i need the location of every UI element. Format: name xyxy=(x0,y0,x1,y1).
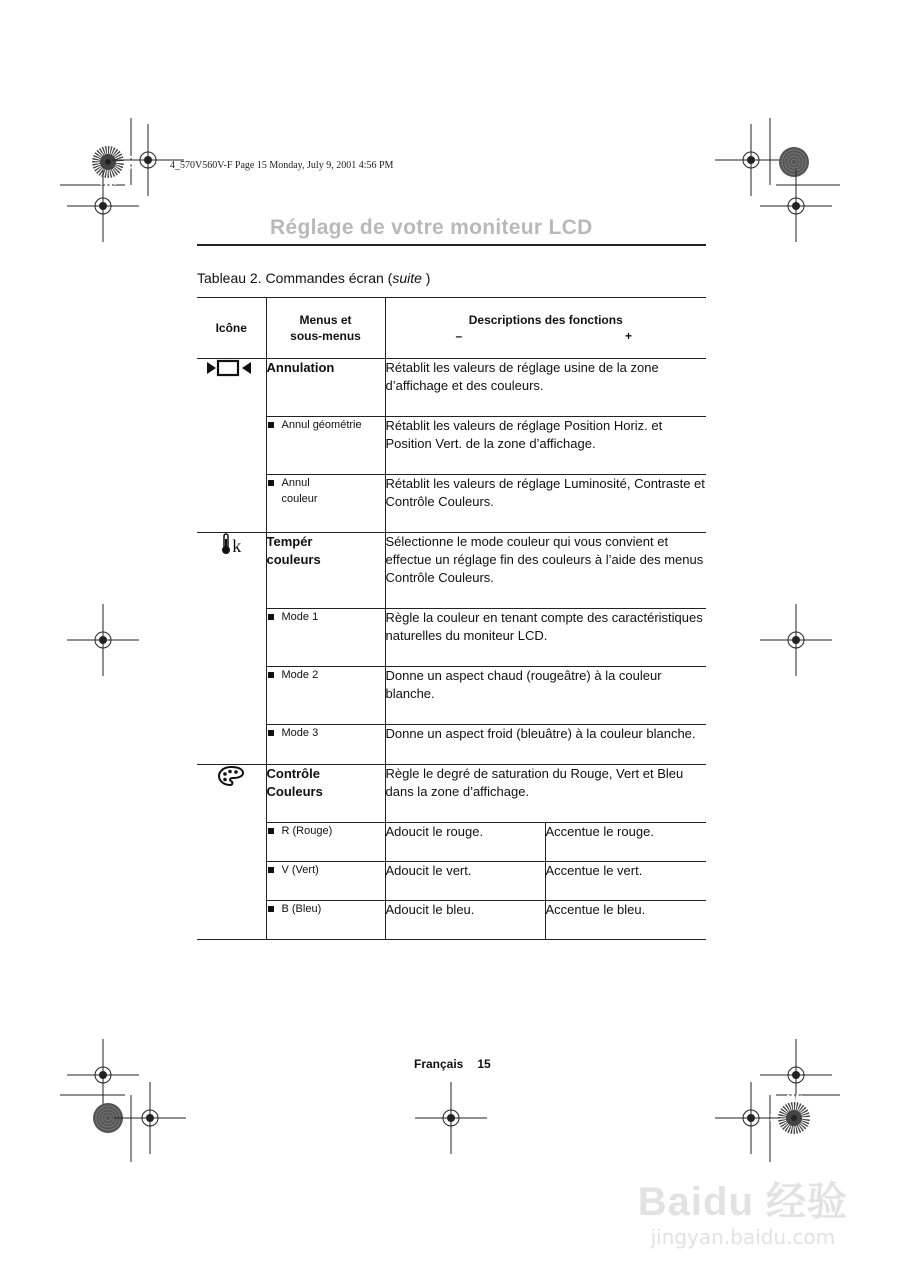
thermometer-icon xyxy=(221,533,241,555)
header-minus-plus xyxy=(386,328,707,344)
header-descriptions xyxy=(385,298,706,359)
bullet-icon xyxy=(268,480,274,486)
table-row xyxy=(197,417,706,475)
desc-rouge-plus: Accentue le rouge. xyxy=(545,823,706,862)
palette-icon xyxy=(217,765,245,787)
section-title: Réglage de votre moniteur LCD xyxy=(270,216,593,239)
menu-annulation: Annulation xyxy=(266,359,385,417)
header-desc-title: Descriptions des fonctions xyxy=(468,313,623,327)
table-row xyxy=(197,823,706,862)
bullet-icon xyxy=(268,422,274,428)
table-row xyxy=(197,765,706,823)
bullet-icon xyxy=(268,867,274,873)
submenu-label: Mode 1 xyxy=(281,611,319,623)
desc-rouge-minus: Adoucit le rouge. xyxy=(385,823,545,862)
desc-controle-couleurs: Règle le degré de saturation du Rouge, Vert et Bleu dans la zone d’affichage. xyxy=(385,765,706,823)
header-minus: – xyxy=(455,329,463,343)
menu-label-line2: couleurs xyxy=(266,552,321,567)
submenu-label-line2: couleur xyxy=(281,493,318,505)
caption-suffix: ) xyxy=(421,270,431,286)
desc-annulation: Rétablit les valeurs de réglage usine de la zone d’affichage et des couleurs. xyxy=(385,359,706,417)
table-row xyxy=(197,475,706,533)
submenu-label: Mode 3 xyxy=(281,727,319,739)
bullet-icon xyxy=(268,614,274,620)
table-caption xyxy=(197,270,430,286)
desc-vert-minus: Adoucit le vert. xyxy=(385,862,545,901)
menu-label-line1: Contrôle xyxy=(266,766,320,781)
submenu-vert xyxy=(266,862,385,901)
watermark-url: jingyan.baidu.com xyxy=(650,1225,836,1249)
submenu-label: R (Rouge) xyxy=(281,825,333,837)
table-row xyxy=(197,862,706,901)
desc-annul-geometrie: Rétablit les valeurs de réglage Position Horiz. et Position Vert. de la zone d’affichage. xyxy=(385,417,706,475)
bullet-icon xyxy=(268,672,274,678)
table-header-row xyxy=(197,298,706,359)
footer-language: Français xyxy=(414,1057,464,1071)
header-menus xyxy=(266,298,385,359)
desc-mode-1: Règle la couleur en tenant compte des caractéristiques naturelles du moniteur LCD. xyxy=(385,609,706,667)
desc-annul-couleur: Rétablit les valeurs de réglage Luminosité, Contraste et Contrôle Couleurs. xyxy=(385,475,706,533)
caption-italic: suite xyxy=(392,270,422,286)
bullet-icon xyxy=(268,730,274,736)
desc-bleu-plus: Accentue le bleu. xyxy=(545,901,706,940)
page-footer xyxy=(414,1057,491,1071)
menu-label-line2: Couleurs xyxy=(266,784,323,799)
footer-page-number: 15 xyxy=(477,1057,491,1071)
header-menus-line2: sous-menus xyxy=(290,329,361,343)
submenu-mode-3 xyxy=(266,725,385,765)
submenu-mode-2 xyxy=(266,667,385,725)
table-row xyxy=(197,359,706,417)
submenu-mode-1 xyxy=(266,609,385,667)
desc-vert-plus: Accentue le vert. xyxy=(545,862,706,901)
bullet-icon xyxy=(268,906,274,912)
submenu-annul-geometrie xyxy=(266,417,385,475)
submenu-label: Mode 2 xyxy=(281,669,319,681)
title-rule xyxy=(197,244,706,246)
desc-mode-2: Donne un aspect chaud (rougeâtre) à la couleur blanche. xyxy=(385,667,706,725)
submenu-rouge xyxy=(266,823,385,862)
header-icon: Icône xyxy=(197,298,266,359)
header-plus: + xyxy=(625,329,633,343)
table-row xyxy=(197,667,706,725)
submenu-bleu xyxy=(266,901,385,940)
desc-mode-3: Donne un aspect froid (bleuâtre) à la couleur blanche. xyxy=(385,725,706,765)
desc-bleu-minus: Adoucit le bleu. xyxy=(385,901,545,940)
submenu-label: B (Bleu) xyxy=(281,903,322,915)
table-row xyxy=(197,533,706,609)
header-menus-line1: Menus et xyxy=(299,313,352,327)
submenu-label: V (Vert) xyxy=(281,864,319,876)
icon-cell xyxy=(197,359,266,533)
table-row xyxy=(197,609,706,667)
reset-icon xyxy=(206,359,256,377)
menu-controle-couleurs xyxy=(266,765,385,823)
desc-temper-couleurs: Sélectionne le mode couleur qui vous convient et effectue un réglage fin des couleurs à l’aide des menus Contrôle Couleurs. xyxy=(385,533,706,609)
caption-prefix: Tableau 2. Commandes écran ( xyxy=(197,270,393,286)
watermark-logo: Baidu 经验 xyxy=(637,1180,848,1224)
submenu-label-line1: Annul xyxy=(281,477,310,489)
icon-cell xyxy=(197,533,266,765)
submenu-annul-couleur xyxy=(266,475,385,533)
watermark xyxy=(638,1170,848,1249)
table-row xyxy=(197,725,706,765)
commands-table xyxy=(197,297,706,940)
submenu-label: Annul géométrie xyxy=(281,419,362,431)
menu-label-line1: Tempér xyxy=(266,534,313,549)
print-header: 4_570V560V-F Page 15 Monday, July 9, 2001 4:56 PM xyxy=(170,160,394,171)
table-row xyxy=(197,901,706,940)
thermometer-k-label: k xyxy=(232,536,242,556)
menu-temper-couleurs xyxy=(266,533,385,609)
bullet-icon xyxy=(268,828,274,834)
icon-cell xyxy=(197,765,266,940)
